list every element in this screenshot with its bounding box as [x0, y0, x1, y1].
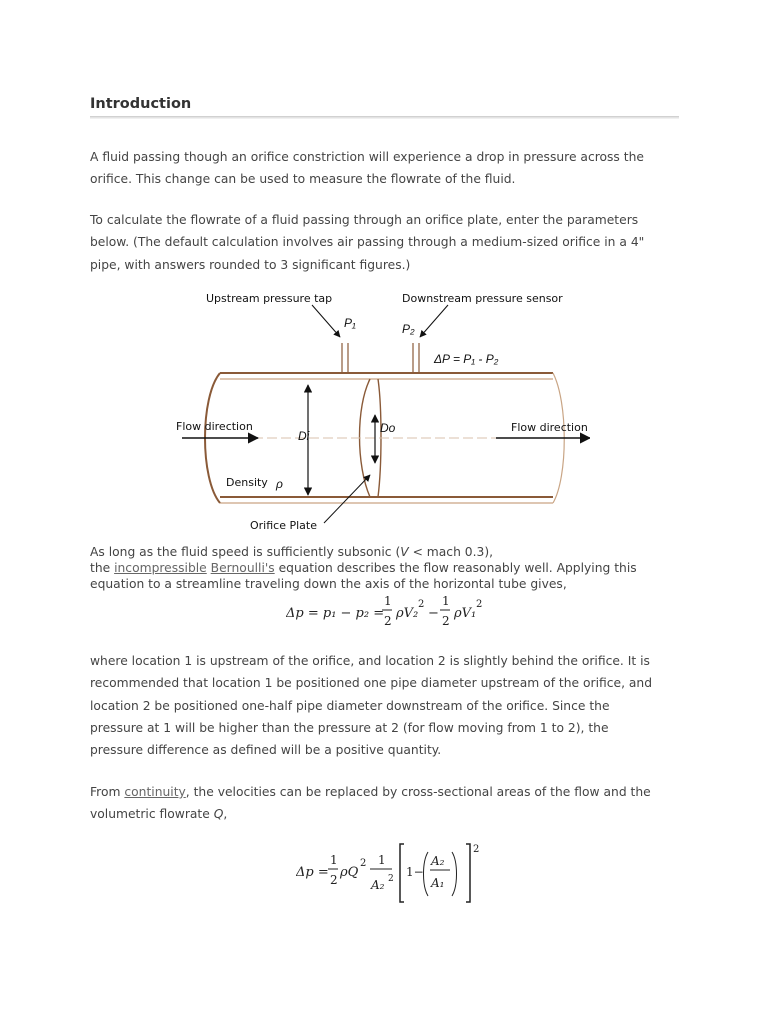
svg-text:ρV₁: ρV₁ [454, 606, 477, 621]
delta-p-label: ΔP = P₁ - P₂ [434, 352, 499, 366]
svg-text:1: 1 [384, 594, 392, 608]
continuity-equation [296, 840, 486, 906]
title-divider [90, 116, 679, 119]
svg-text:2: 2 [476, 599, 483, 610]
downstream-leader [420, 305, 448, 337]
rho-symbol: ρ [276, 477, 283, 491]
svg-text:2: 2 [473, 844, 480, 855]
upstream-leader [312, 305, 340, 337]
svg-text:1−: 1− [406, 865, 424, 879]
svg-text:Δp =: Δp = [296, 865, 329, 880]
svg-text:2: 2 [384, 614, 392, 628]
svg-text:A₁: A₁ [431, 876, 445, 890]
incompressible-link[interactable]: incompressible [114, 561, 207, 575]
density-label: Density [226, 476, 268, 489]
svg-text:1: 1 [378, 853, 386, 867]
svg-text:−: − [428, 606, 439, 621]
svg-text:2: 2 [330, 873, 338, 887]
page-title: Introduction [90, 96, 192, 112]
svg-text:ρV₂: ρV₂ [396, 606, 419, 621]
svg-text:1: 1 [330, 853, 338, 867]
svg-text:Δp = p₁ − p₂ =: Δp = p₁ − p₂ = [286, 606, 385, 621]
svg-text:2: 2 [418, 599, 425, 610]
downstream-label: Downstream pressure sensor [402, 292, 563, 305]
continuity-link[interactable]: continuity [124, 785, 186, 799]
p1-symbol: P₁ [344, 316, 356, 330]
svg-text:2: 2 [388, 874, 394, 884]
svg-text:2: 2 [442, 614, 450, 628]
p2-symbol: P₂ [402, 322, 415, 336]
locations-paragraph: where location 1 is upstream of the orifice, and location 2 is slightly behind the orifice. It is recommended that location 1 be positioned one pipe diameter upstream of the orifice, and location 2 be positioned one-half pipe diameter downstream of the orifice. Since the pressure at 1 will be higher than the pressure at 2 (for flow moving from 1 to 2), the pressure difference as defined will be a positive quantity. [90, 654, 653, 758]
bernoulli-link[interactable]: Bernoulli's [210, 561, 275, 575]
di-symbol: Di [298, 429, 310, 443]
orifice-plate-leader [324, 475, 370, 523]
continuity-paragraph: From continuity, the velocities can be replaced by cross-sectional areas of the flow and the volumetric flowrate Q, [90, 785, 651, 822]
bernoulli-equation [286, 592, 496, 632]
orifice-plate-label: Orifice Plate [250, 519, 317, 532]
svg-text:A₂: A₂ [431, 854, 445, 868]
orifice-diagram-svg [170, 287, 590, 537]
flow-direction-left-label: Flow direction [176, 420, 253, 433]
bernoulli-paragraph: As long as the fluid speed is sufficiently subsonic (V < mach 0.3), the incompressible Bernoulli's equation describes the flow reasonably well. Applying this equation to a streamline traveling down the axis of the horizontal tube gives, [90, 545, 637, 591]
flow-direction-right-label: Flow direction [511, 421, 588, 434]
do-symbol: Do [380, 421, 396, 435]
svg-text:ρQ: ρQ [340, 865, 359, 880]
svg-text:2: 2 [360, 858, 367, 869]
orifice-diagram [170, 287, 590, 537]
upstream-label: Upstream pressure tap [206, 292, 333, 305]
intro-paragraph-2: To calculate the flowrate of a fluid passing through an orifice plate, enter the parameters below. (The default calculation involves air passing through a medium-sized orifice in a 4" pipe, with answers rounded to 3 significant figures.) [90, 213, 645, 272]
svg-text:1: 1 [442, 594, 450, 608]
svg-text:A₂: A₂ [371, 878, 385, 892]
intro-paragraph-1: A fluid passing though an orifice constriction will experience a drop in pressure across the orifice. This change can be used to measure the flowrate of the fluid. [90, 150, 644, 187]
